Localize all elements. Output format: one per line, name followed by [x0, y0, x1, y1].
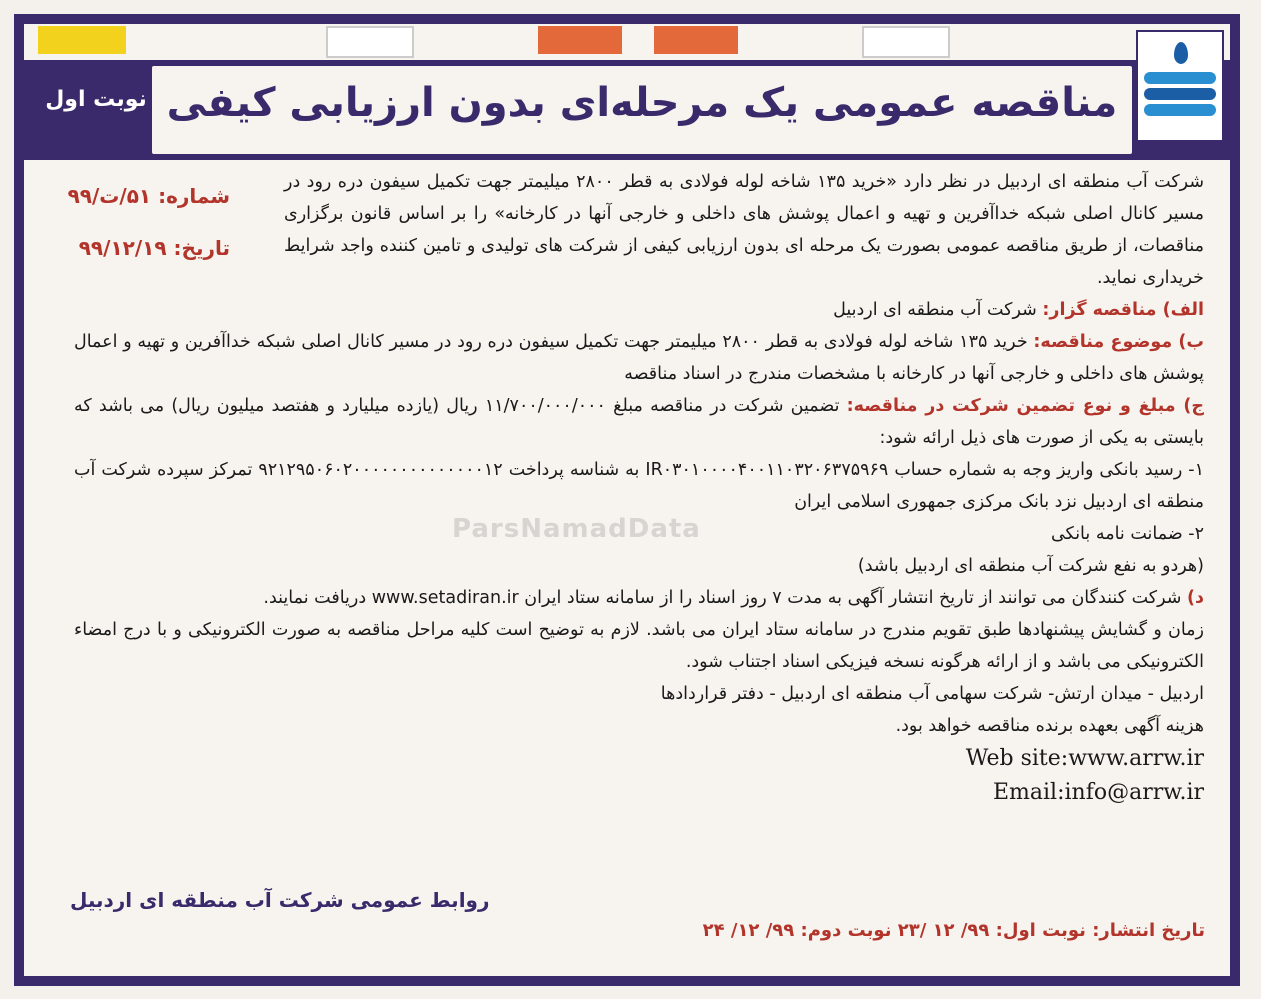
website-link[interactable]: Web site:www.arrw.ir	[965, 746, 1204, 771]
section-d-text: شرکت کنندگان می توانند از تاریخ انتشار آگهی به مدت ۷ روز اسناد را از سامانه ستاد ایران www.setadiran.ir دریافت نمایند.	[263, 588, 1188, 608]
notice-number: شماره: ۵۱/ت/۹۹	[67, 184, 230, 208]
section-a	[74, 294, 1204, 326]
color-calibration-orange	[538, 26, 622, 54]
section-c-text: تضمین شرکت در مناقصه مبلغ ۱۱/۷۰۰/۰۰۰/۰۰۰ ریال (یازده میلیارد و هفتصد میلیون ریال) می باشد که بایستی به یکی از صورت های ذیل ارائه شود:	[74, 396, 1204, 448]
notice-title: مناقصه عمومی یک مرحله‌ای بدون ارزیابی کیفی	[166, 80, 1118, 126]
notice-body	[74, 166, 1204, 810]
wave-icon	[1144, 104, 1216, 116]
section-c	[74, 390, 1204, 454]
color-calibration-orange-2	[654, 26, 738, 54]
section-a-text: شرکت آب منطقه ای اردبیل	[833, 300, 1043, 320]
edition-badge: نوبت اول	[44, 72, 148, 126]
color-calibration-white	[326, 26, 414, 58]
notice-date: تاریخ: ۹۹/۱۲/۱۹	[78, 236, 230, 260]
publication-dates: تاریخ انتشار: نوبت اول: ۹۹/ ۱۲ /۲۳ نوبت دوم: ۹۹/ ۱۲/ ۲۴	[702, 920, 1205, 941]
email-line	[74, 776, 1204, 810]
website-line	[74, 742, 1204, 776]
company-logo	[1136, 30, 1224, 142]
color-calibration-white-2	[862, 26, 950, 58]
color-calibration-yellow	[38, 26, 126, 54]
section-d-label: د)	[1187, 588, 1204, 608]
section-b-label: ب) موضوع مناقصه:	[1033, 332, 1205, 352]
wave-icon	[1144, 72, 1216, 84]
schedule-paragraph: زمان و گشایش پیشنهادها طبق تقویم مندرج در سامانه ستاد ایران می باشد. لازم به توضیح است کلیه مراحل مناقصه به صورت الکترونیکی و با درج امضاء الکترونیکی می باشد و از ارائه هرگونه نسخه فیزیکی اسناد اجتناب شود.	[74, 620, 1204, 672]
section-b	[74, 326, 1204, 390]
section-b-text: خرید ۱۳۵ شاخه لوله فولادی به قطر ۲۸۰۰ میلیمتر جهت تکمیل سیفون دره رود در مسیر کانال اصلی شبکه خداآفرین و تهیه و اعمال پوشش های داخلی و خارجی آنها در کارخانه با مشخصات مندرج در اسناد مناقصه	[74, 332, 1204, 384]
intro-paragraph: شرکت آب منطقه ای اردبیل در نظر دارد «خرید ۱۳۵ شاخه لوله فولادی به قطر ۲۸۰۰ میلیمتر جهت تکمیل سیفون دره رود در مسیر کانال اصلی شبکه خداآفرین و تهیه و اعمال پوشش های داخلی و خارجی آنها در کارخانه» را بر اساس قانون برگزاری مناقصات، از طریق مناقصه عمومی بصورت یک مرحله ای بدون ارزیابی کیفی از شرکت های تولیدی و تامین کننده واجد شرایط خریداری نماید.	[284, 172, 1205, 288]
wave-icon	[1144, 88, 1216, 100]
watermark: ParsNamadData	[452, 514, 701, 544]
section-c-note: (هردو به نفع شرکت آب منطقه ای اردبیل باشد)	[857, 556, 1204, 576]
public-relations-signature: روابط عمومی شرکت آب منطقه ای اردبیل	[70, 888, 490, 912]
cost-line: هزینه آگهی بعهده برنده مناقصه خواهد بود.	[895, 716, 1204, 736]
section-c-item-1: ۱- رسید بانکی واریز وجه به شماره حساب IR۰۳۰۱۰۰۰۰۴۰۰۱۱۰۳۲۰۶۳۷۵۹۶۹ به شناسه پرداخت ۹۲۱۲۹۵۰۶۰۲۰۰۰۰۰۰۰۰۰۰۰۰۰۰۱۲ تمرکز سپرده شرکت آب منطقه ای اردبیل نزد بانک مرکزی جمهوری اسلامی ایران	[74, 460, 1204, 512]
email-link[interactable]: Email:info@arrw.ir	[992, 780, 1204, 805]
section-a-label: الف) مناقصه گزار:	[1042, 300, 1204, 320]
section-c-label: ج) مبلغ و نوع تضمین شرکت در مناقصه:	[846, 396, 1204, 416]
water-drop-icon	[1174, 42, 1188, 64]
section-d	[74, 582, 1204, 614]
address-line: اردبیل - میدان ارتش- شرکت سهامی آب منطقه ای اردبیل - دفتر قراردادها	[660, 684, 1204, 704]
section-c-item-2: ۲- ضمانت نامه بانکی	[1050, 524, 1204, 544]
